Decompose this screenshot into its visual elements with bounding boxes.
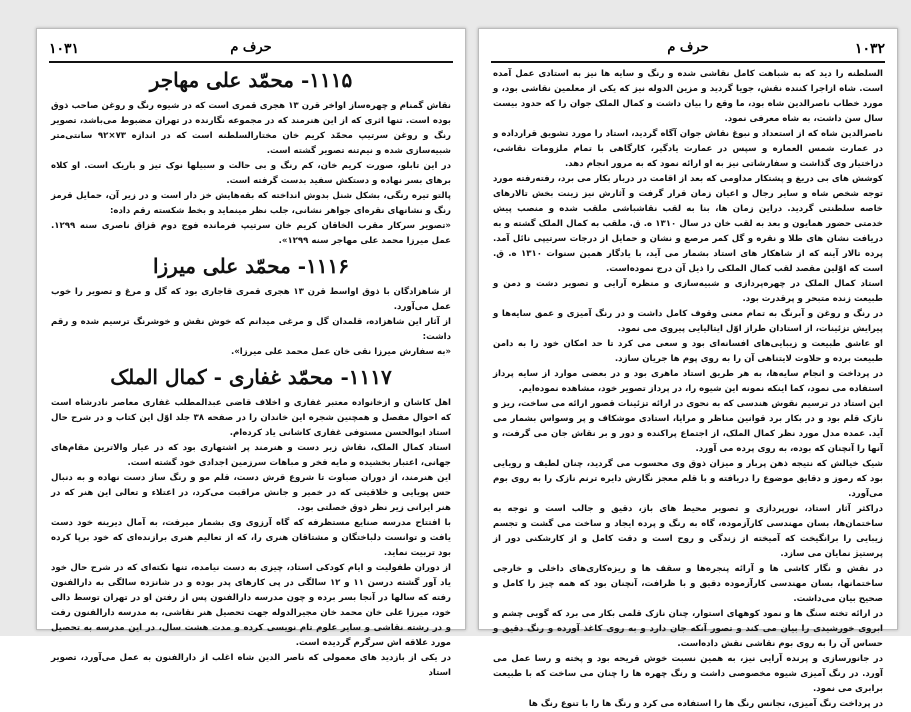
paragraph: در نقش و نگار کاشی ها و آرائه پنجره‌ها و سقف ها و ریزه‌کاری‌های داخلی و خارجی ساختمانها، بسان مهندسی کارآزموده دقیق و با ظرافت، آنچنان بود که همه چیز را کامل و صحیح بیان می‌داشت. [493,564,883,604]
entry-heading: ۱۱۱۶- محمّد علی میرزا [152,254,350,278]
entry-heading: ۱۱۱۵- محمّد علی مهاجر [149,68,353,92]
paragraph: اهل کاشان و ازخانواده معتبر غفاری و اخلاف قاضی عبدالمطلب غفاری معاصر نادرشاه است که احوال مفصل و همچنین شجره این خاندان را در صفحه ۳۸ جلد اوّل این کتاب و در شرح حال استاد ابوالحسن مستوفی غفاری کاشانی یاد کرده‌ام. [51,398,451,438]
running-title: حرف م [230,40,272,55]
page-header [49,39,453,63]
paragraph: این هنرمند، از دوران صباوت تا شروع قرش دست، قلم مو و رنگ ساز دست نهاده و به دنبال حس پویایی و خلاقیتی که در خمیر و جانش مراقبت می‌کرد، در اعتلاء و تعالی این هنر که در هنر ایرانی زیر نظر ذوق خصلتی بود. [51,473,451,513]
entry-heading: ۱۱۱۷- محمّد غفاری - کمال الملک [110,365,392,389]
paragraph: در پرداخت و انجام سایه‌ها، به هر طریق استاد ماهری بود و در بعضی موارد از سایه پرداز استفاده می نمود، کما اینکه نمونه این شیوه را، در پرداز تصویر خود، مشاهده نموده‌ایم. [493,369,883,394]
paragraph: در رنگ و روغن و آبرنگ به تمام معنی وقوف کامل داشت و در رنگ آمیزی و عمق سایه‌ها و پیرایش تزئینات، از استادان طراز اوّل ایتالیایی پیروی می نمود. [493,309,883,334]
paragraph: شیک خیالش که نتیجه ذهن پربار و میزان ذوق وی محسوب می گردید، چنان لطیف و رویایی بود که رموز و دقایق موضوع را دریافته و با قلم معجز نگارش دایره ترنم نازک را به روی بوم می‌آورد. [493,459,883,499]
paragraph: استاد کمال الملک در چهره‌پردازی و شبیه‌سازی و منظره آرایی و تصویر دشت و دمن و طبیعت زنده متبحر و پرقدرت بود. [493,279,883,304]
page-1032 [478,28,898,709]
paragraph: نقاش گمنام و چهره‌ساز اواخر قرن ۱۳ هجری قمری است که در شیوه رنگ و روغن صاحب ذوق بوده است. تنها اثری که از این هنرمند که در مجموعه نگارنده در تهران مضبوط می‌باشد، تصویر رنگ و روغن سرتیپ محمّد کریم خان مختارالسلطنه است که در اندازه ۷۳×۹۲ سانتی‌متر شبیه‌سازی شده و نیم‌تنه تصویر گشته است. [51,101,451,156]
paragraph: ناصرالدین شاه که از استعداد و نبوغ نقاش جوان آگاه گردید، استاد را مورد تشویق قرارداده و در عمارت شمس العماره و سپس در عمارت یادگیر، کارگاهی با تمام ملزومات نقاشی، دراختیار وی گذاشت و سفارشاتی نیز به او ارائه نمود که به مرور انجام دهد. [493,129,883,169]
paragraph: او عاشق طبیعت و زیبایی‌های افسانه‌ای بود و سعی می کرد تا حد امکان خود را به دامن طبیعت برده و حلاوت لایتناهی آن را به روی پوم ها جریان سازد. [493,339,883,364]
paragraph: با افتتاح مدرسه صنایع مستظرفه که گاه آرزوی وی بشمار میرفت، به آمال دیرینه خود دست یافت و توانست دلباختگان و مشتاقان هنری را، که از تعالیم هنری برازنده‌ای که خود برپا کرده بود تربیت نماید. [51,518,451,558]
paragraph: در این تابلو، صورت کریم خان، کم رنگ و بی حالت و سبیلها نوک تیز و باریک است. او کلاه برهای بسر نهاده و دستکش سفید بدست گرفته است. [51,161,451,186]
paragraph: در ارائه تخته سنگ ها و نمود کوههای استوار، چنان نازک قلمی بکار می برد که گویی چشم و ابروی خورشیدی را بیان می کند و تصور آنکه جان دارد و به روی کاغذ آورده و رنگ دقیق و حساس آن را به روی بوم نقاشی نقش داده‌است. [493,609,883,649]
signature-quote: «به سفارش میرزا نقی خان عمل محمد علی میرزا». [230,347,451,357]
paragraph: از شاهزادگان با ذوق اواسط قرن ۱۳ هجری قمری قاجاری بود که گل و مرغ و تصویر را خوب عمل می‌آورد. [51,287,451,312]
page-body [493,67,883,709]
paragraph: در جانورسازی و پرنده آرایی نیز، به همین نسبت خوش قریحه بود و پخته و رسا عمل می آورد. در رنگ آمیزی شیوه مخصوصی داشت و رنگ چهره ها را چنان می ساخت که با طبیعت برابری می نمود. [493,654,883,694]
paragraph: این استاد در ترسیم نقوش هندسی که به نحوی در ارائه تزئینات قصور ارائه می ساخت، ریز و نازک قلم بود و در بکار برد قوانین مناظر و مرایا، استادی موشکاف و پر وسواس بشمار می آید. عمده مدل مورد نظر کمال الملک، از اجتماع پراکنده و دور و بر نقاش جان می گرفت، و آنها را آنچنان که بوده، به روی پرده می آورد. [493,399,883,454]
paragraph: از آثار این شاهزاده، قلمدان گل و مرغی میدانم که خوش نقش و خوشرنگ ترسیم شده و رقم داشت: [51,317,451,342]
paragraph: کوشش های بی دریغ و پشتکار مداومی که بعد از اقامت در دربار بکار می برد، رفته‌رفته مورد توجه شخص شاه و سایر رجال و اعیان زمان قرار گرفت و آثارش نیز زینت بخش تالارهای خاصه سلطنتی گردید. دراین زمان ها، بنا به لقب نقاشباشی ملقب شده و منصب پیش خدمتی حضور همایون و بعد به لقب خان در سال ۱۳۱۰ ه. ق. ملقب به کمال الملک گشته و به دریافت نشان های طلا و نقره و گل کمر مرصع و نشان و حمایل از درجات سرتیپی نائل آمد. پرده تالار آینه که از شاهکار های استاد بشمار می آید، با یادگار همین سنوات ۱۳۱۰ ه. ق. است که اوّلین مقصد لقب کمال الملکی را ذیل آن درج نموده‌است. [493,174,883,274]
paragraph: استاد کمال الملک، نقاش زبر دست و هنرمند پر اشتهاری بود که در عیار والاترین مقام‌های جهانی، اعتبار بخشیده و مایه فخر و مباهات سرزمین اجدادی خود گشته است. [51,443,451,468]
paragraph: از دوران طفولیت و ایام کودکی استاد، چیزی به دست نیامده، تنها نکته‌ای که در شرح حال خود یاد آور گشته درسن ۱۱ و ۱۲ سالگی در پی کارهای پدر بوده و در شانزده سالگی به دارالفنون رفته که سالها در آنجا بسر برده و چون مدرسه دارالفنون پس از رفتن او در تهران توسط دالی خود، میرزا علی خان محمد خان مجیرالدوله جهت تحصیل هنر نقاشی، به مدرسه دارالفنون رفت و در رشته نقاشی و سایر علوم تام نویسی کرده و مدت هشت سال، در این مدرسه به تحصیل مورد علاقه اش سرگرم گردیده است. [51,563,452,648]
paragraph: السلطنه را دید که به شباهت کامل نقاشی شده و رنگ و سایه ها نیز به استادی عمل آمده است. شاه ازاجرا کننده نقش، جویا گردید و مزین الدوله نیز که یکی از معلمین نقاشی بود، و مورد خطاب ناصرالدین شاه بود، ما وقع را بیان داشت و کمال الملک جوان را که حدود بیست سال سن داشت، به شاه معرفی نمود. [493,69,883,124]
signature-quote: «تصویر سرکار مقرب الخاقان کریم خان سرتیپ فرمانده فوج دوم قزاق ناصری سنه ۱۲۹۹. عمل میرزا محمد علی مهاجر سنه ۱۲۹۹». [51,221,451,246]
paragraph: دراکثر آثار استاد، نورپردازی و تصویر محیط های باز، دقیق و جالب است و توجه به ساختمان‌ها، بسان مهندسی کارآزموده، گاه به رنگ و پرده ایجاد و ساخت می گشت و تجسم زیبایی را برانگیخت که آمیخته از زندگی و روح است و دقت کامل و از کارشکنی دور از پرستیژ نمایان می سازد. [493,504,883,559]
page-body [51,67,452,678]
page-header [491,39,885,63]
paragraph: پالتو تیره رنگی، بشکل شنل بدوش انداخته که بقه‌هایش خز دار است و در زیر آن، حمایل قرمز رنگ و نشانهای نقره‌ای جواهر نشانی، جلب نظر مینماید و بخط شکسته رقم داده: [51,191,451,216]
page-1031 [36,28,466,678]
running-title: حرف م [667,40,709,55]
paragraph: در پرداخت رنگ آمیزی، تجانس رنگ ها را استفاده می کرد و رنگ ها را با تنوع رنگ ها [528,699,883,709]
paragraph: در یکی از بازدید های معمولی که ناصر الدین شاه اغلب از دارالفنون به عمل می‌آورد، تصویر استاد [51,653,451,678]
page-number: ۱۰۳۲ [854,41,885,57]
page-number: ۱۰۳۱ [49,41,80,57]
